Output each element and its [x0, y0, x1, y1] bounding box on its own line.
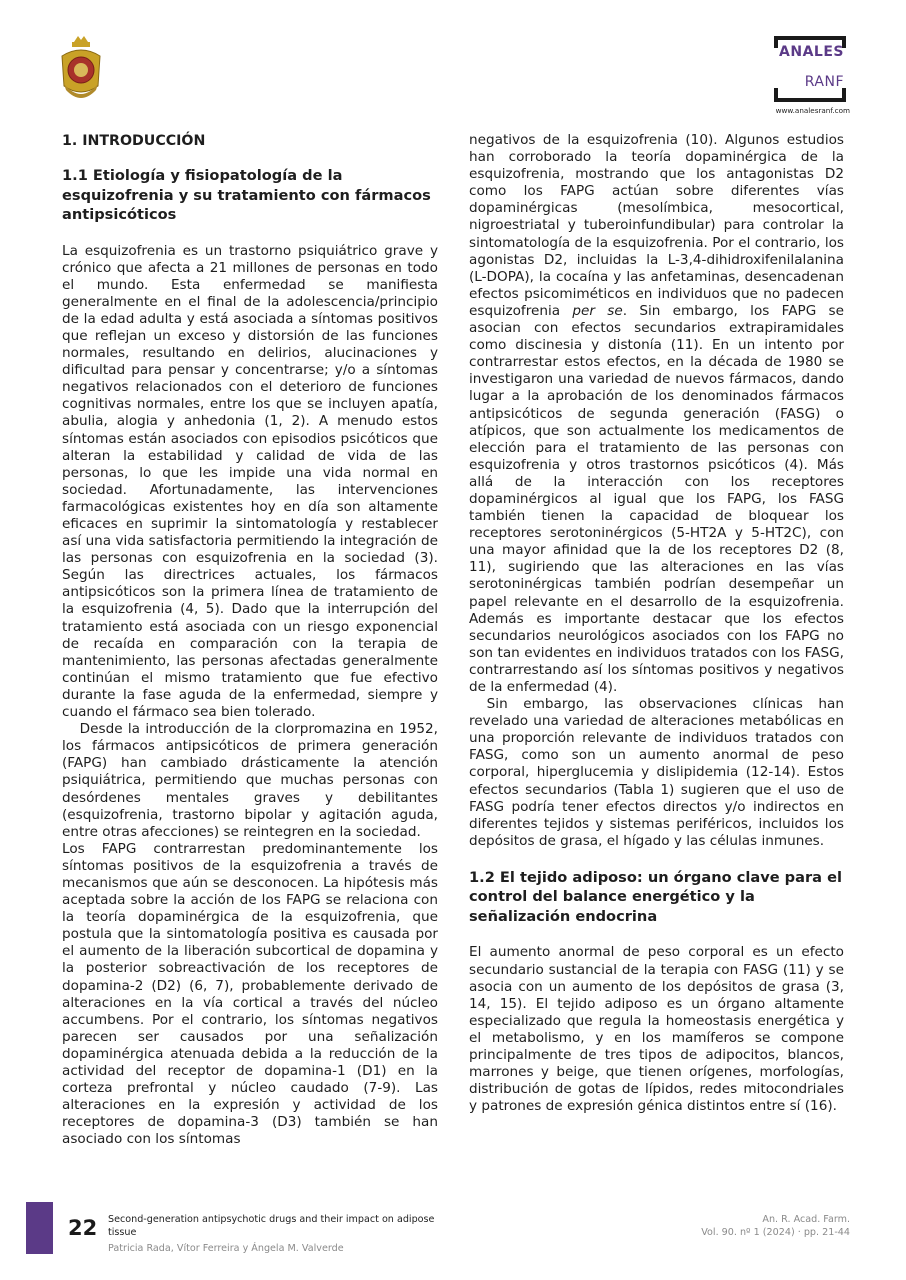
- logo-bracket-bottom: [774, 88, 846, 102]
- journal-logo: [738, 32, 852, 120]
- page-number: 22: [68, 1216, 98, 1240]
- left-column: [62, 132, 438, 1148]
- journal-volume: Vol. 90. nº 1 (2024) · pp. 21-44: [701, 1226, 850, 1238]
- body-paragraph: [469, 132, 844, 696]
- subsection-heading-1-2: 1.2 El tejido adiposo: un órgano clave para el control del balance energético y la señalización endocrina: [469, 868, 843, 925]
- subsection-heading-1-1: 1.1 Etiología y fisiopatología de la esquizofrenia y su tratamiento con fármacos antipsicóticos: [62, 167, 431, 223]
- journal-name: An. R. Acad. Farm.: [762, 1214, 850, 1225]
- paragraph-text: . Sin embargo, los FAPG se asocian con efectos secundarios extrapiramidales como discinesia y distonía (11). En un intento por contrarrestar estos efectos, en la década de 1980 se investigaron una variedad de nuevos fármacos, dando lugar a la aprobación de los denominados fármacos antipsicóticos de segunda generación (FASG) o atípicos, que son actualmente los medicamentos de elección para el tratamiento de las personas con esquizofrenia y otros trastornos psicóticos (4). Más allá de la interacción con los receptores dopaminérgicos al igual que los FAPG, los FASG también tienen la capacidad de bloquear los receptores serotoninérgicos (5-HT2A y 5-HT2C), con una mayor afinidad que la de los receptores D2 (8, 11), sugiriendo que las alteraciones en las vías serotoninérgicas también podrían desempeñar un papel relevante en el desarrollo de la esquizofrenia. Además es importante destacar que los efectos secundarios neurológicos asociados con los FAPG no son tan evidentes en individuos tratados con los FASG, contrarrestando así los síntomas positivos y negativos de la enfermedad (4).: [469, 302, 844, 695]
- body-paragraph: Sin embargo, las observaciones clínicas han revelado una variedad de alteraciones metabólicas en una proporción relevante de individuos tratados con FASG, como son un aumento anormal de peso corporal, hiperglucemia y dislipidemia (12-14). Estos efectos secundarios (Tabla 1) sugieren que el uso de FASG podría tener efectos directos y/o indirectos en diferentes tejidos y sistemas periféricos, incluidos los depósitos de grasa, el hígado y las células inmunes.: [469, 696, 844, 849]
- footer-accent-bar: [26, 1202, 53, 1254]
- logo-url: www.analesranf.com: [775, 106, 850, 115]
- body-paragraph: Los FAPG contrarrestan predominantemente los síntomas positivos de la esquizofrenia a través de mecanismos que aún se desconocen. La hipótesis más aceptada sobre la acción de los FAPG se relaciona con la teoría dopaminérgica de la esquizofrenia, que postula que la sintomatología positiva es causada por el aumento de la liberación subcortical de dopamina y la posterior sobreactivación de los receptores de dopamina-2 (D2) (6, 7), probablemente derivado de alteraciones en la vía cortical a través del núcleo accumbens. Por el contrario, los síntomas negativos parecen ser causados por una señalización dopaminérgica atenuada debida a la reducción de la actividad del receptor de dopamina-1 (D1) en la corteza prefrontal y núcleo caudado (7-9). Las alteraciones en la expresión y actividad de los receptores de dopamina-3 (D3) también se han asociado con los síntomas: [62, 840, 438, 1148]
- section-heading-introduction: 1. INTRODUCCIÓN: [62, 133, 206, 149]
- body-paragraph: Desde la introducción de la clorpromazina en 1952, los fármacos antipsicóticos de primera generación (FAPG) han cambiado drásticamente la atención psiquiátrica, permitiendo que muchas personas con desórdenes mentales graves y debilitantes (esquizofrenia, trastorno bipolar y agitación aguda, entre otras afecciones) se reintegren en la sociedad.: [62, 721, 438, 840]
- body-paragraph: La esquizofrenia es un trastorno psiquiátrico grave y crónico que afecta a 21 millones de personas en todo el mundo. Esta enfermedad se manifiesta generalmente en el final de la adolescencia/principio de la edad adulta y está asociada a síntomas positivos que reflejan un exceso y distorsión de las funciones normales, resultando en delirios, alucinaciones y dificultad para pensar y concentrarse; y/o a síntomas negativos relacionados con el deterioro de funciones cognitivas normales, entre los que se incluyen apatía, abulia, alogia y anhedonia (1, 2). A menudo estos síntomas están asociados con episodios psicóticos que alteran la estabilidad y calidad de vida de las personas, lo que les impide una vida normal en sociedad. Afortunadamente, las intervenciones farmacológicas existentes hoy en día son altamente eficaces en suprimir la sintomatología y restablecer así una vida satisfactoria permitiendo la integración de las personas con esquizofrenia en la sociedad (3). Según las directrices actuales, los fármacos antipsicóticos son la primera línea de tratamiento de la esquizofrenia (4, 5). Dado que la interrupción del tratamiento está asociada con un riesgo exponencial de recaída en comparación con la terapia de mantenimiento, las personas afectadas generalmente continúan el mismo tratamiento que fue efectivo durante la fase aguda de la enfermedad, siempre y cuando el fármaco sea bien tolerado.: [62, 242, 438, 721]
- logo-anales-text: ANALES: [779, 44, 844, 60]
- footer-article-title: Second-generation antipsychotic drugs and their impact on adipose tissue: [108, 1214, 435, 1238]
- academy-crest-logo: [54, 34, 108, 106]
- logo-ranf-text: RANF: [804, 74, 844, 90]
- italic-term: per se: [572, 302, 623, 319]
- right-column: [469, 132, 844, 1115]
- paragraph-text: negativos de la esquizofrenia (10). Algunos estudios han corroborado la teoría dopaminérgica de la esquizofrenia, mostrando que los antagonistas D2 como los FAPG actúan sobre diferentes vías dopaminérgicas (mesolímbica, mesocortical, nigroestriatal y tuberoinfundibular) para controlar la sintomatología de la esquizofrenia. Por el contrario, los agonistas D2, incluidas la L-3,4-dihidroxifenilalanina (L-DOPA), la cocaína y las anfetaminas, desencadenan efectos psicomiméticos en individuos que no padecen esquizofrenia: [469, 132, 844, 319]
- footer-authors: Patricia Rada, Vítor Ferreira y Ángela M. Valverde: [108, 1243, 344, 1254]
- body-paragraph: El aumento anormal de peso corporal es un efecto secundario sustancial de la terapia con FASG (11) y se asocia con un aumento de los depósitos de grasa (3, 14, 15). El tejido adiposo es un órgano altamente especializado que regula la homeostasis energética y el metabolismo, y en los mamíferos se compone principalmente de tres tipos de adipocitos, blancos, marrones y beige, que tienen orígenes, morfologías, distribución de gotas de lípidos, redes mitocondriales y patrones de expresión génica distintos entre sí (16).: [469, 944, 844, 1115]
- footer-journal-info: [701, 1214, 850, 1239]
